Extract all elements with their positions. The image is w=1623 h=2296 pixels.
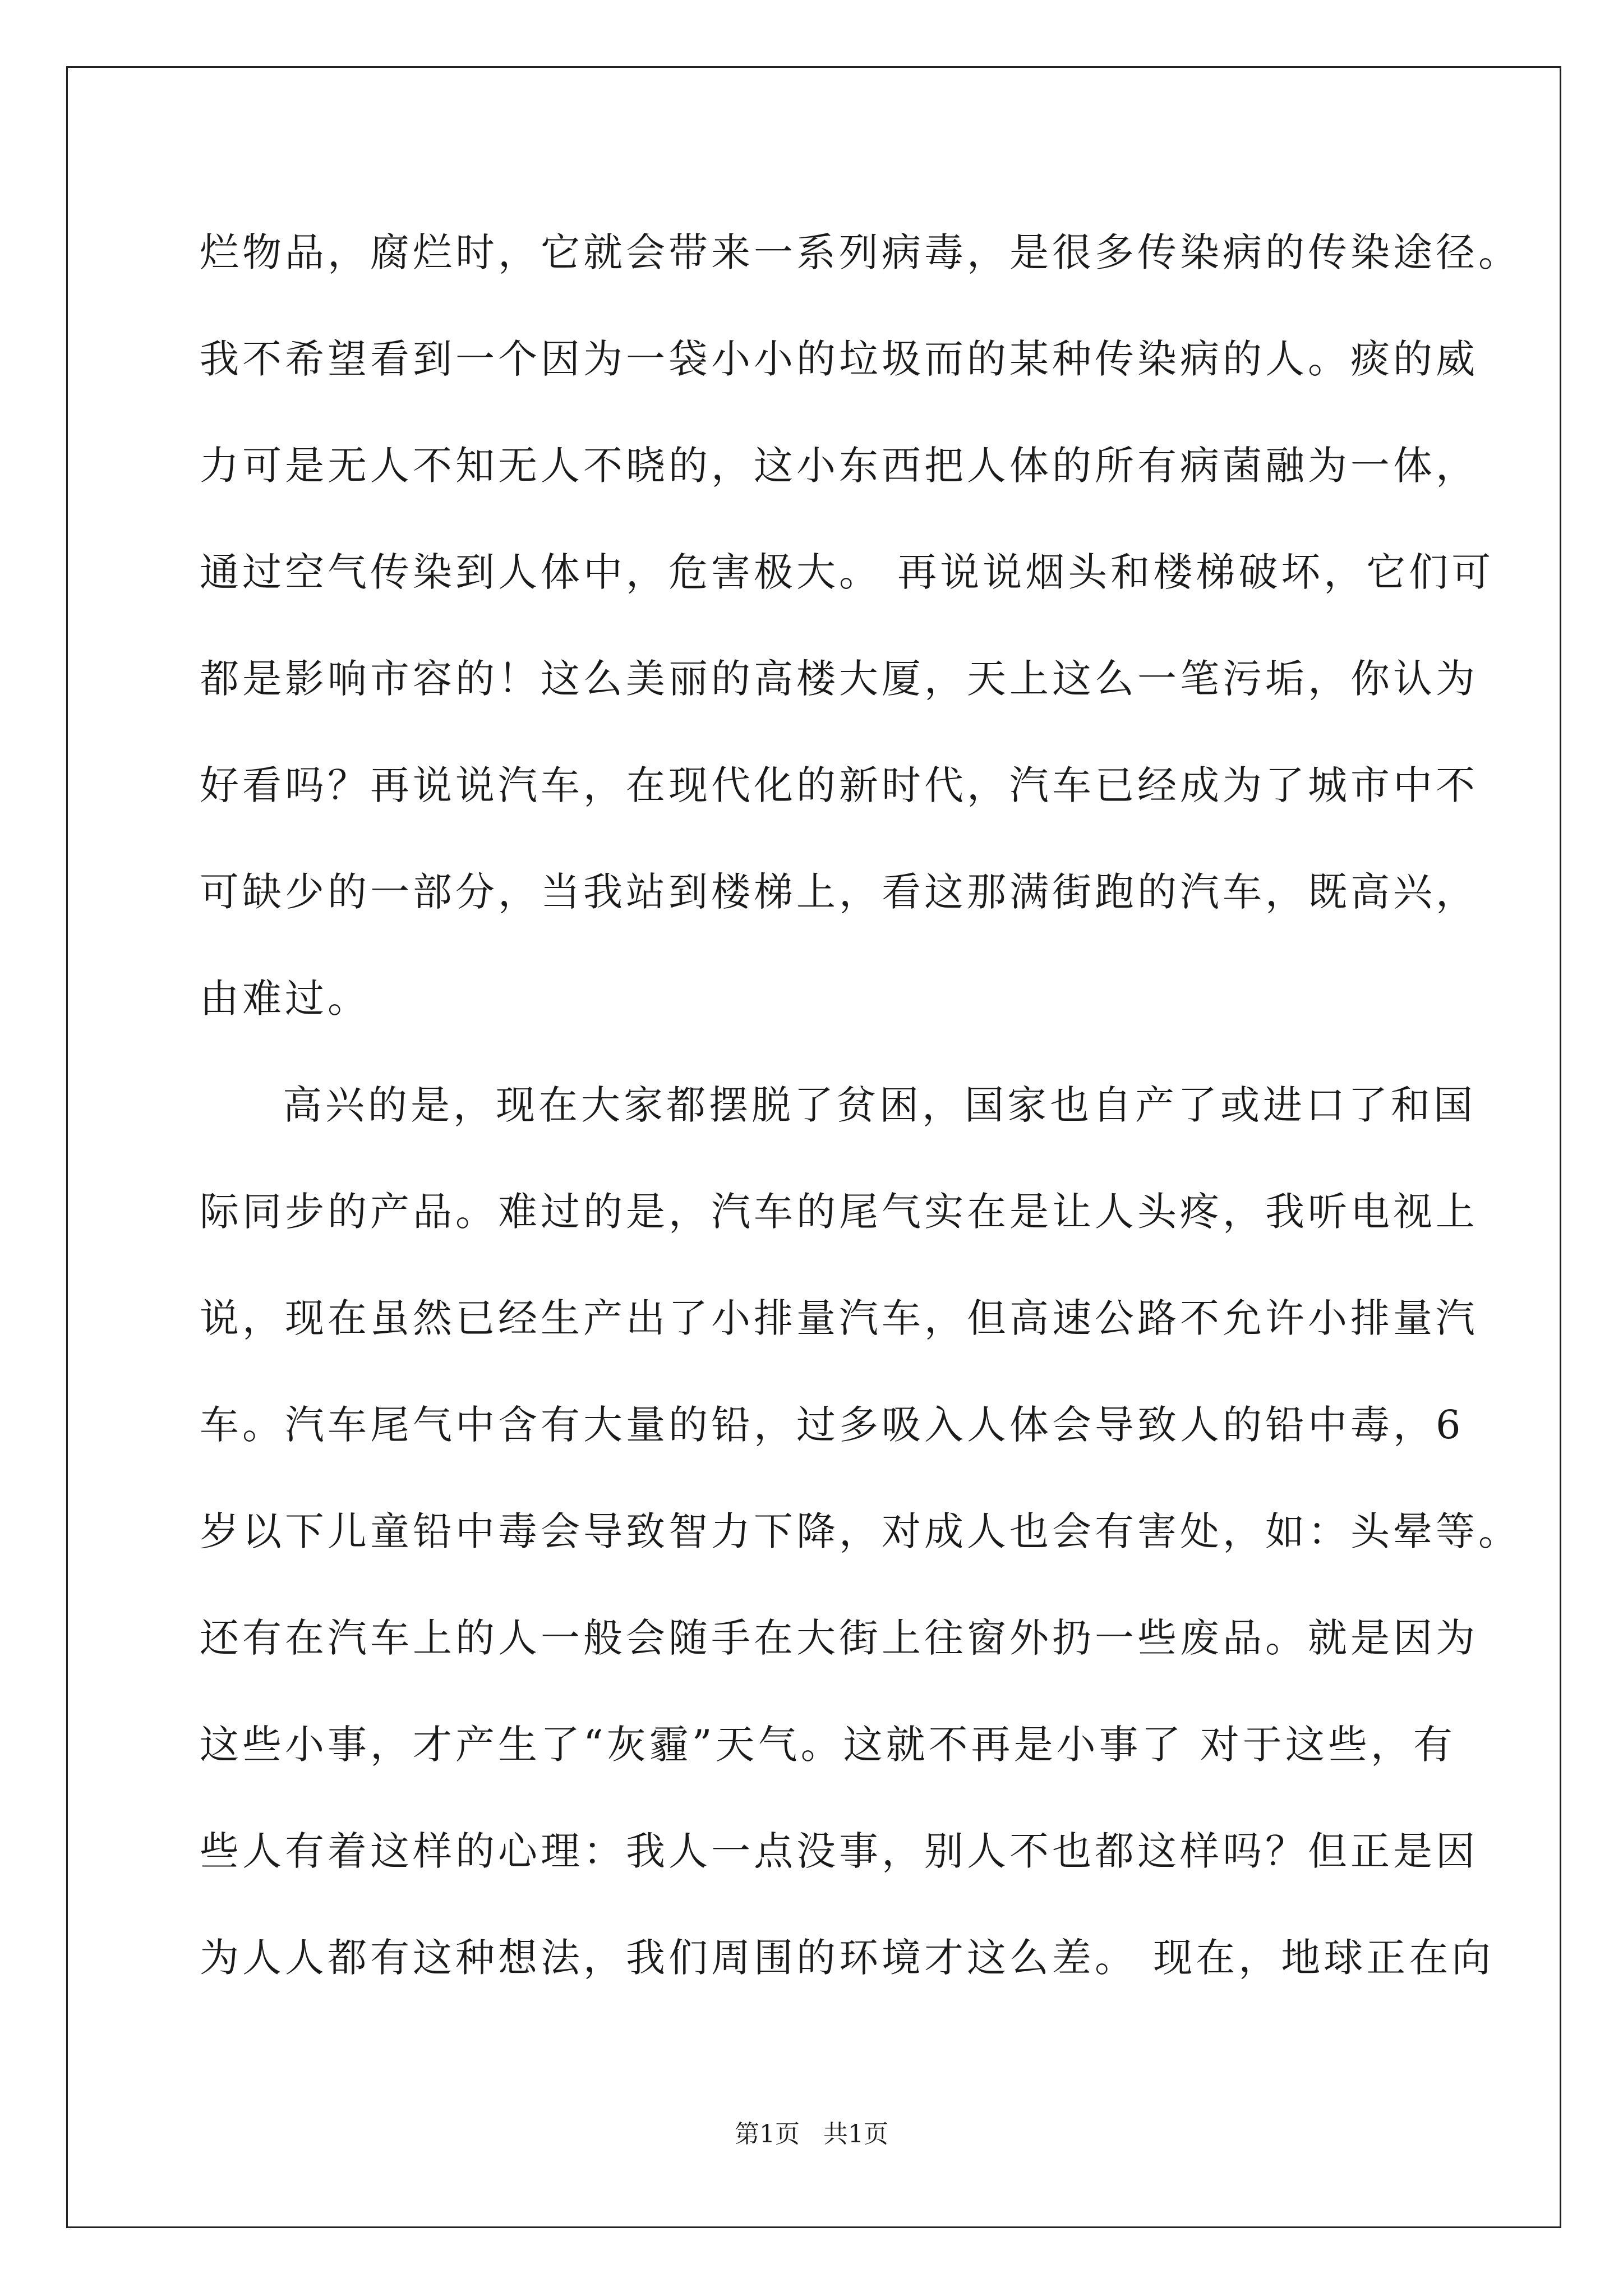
text-line: 由难过。 [200, 976, 370, 1022]
page-number: 第1页 共1页 [735, 2120, 888, 2148]
text-line: 说，现在虽然已经生产出了小排量汽车，但高速公路不允许小排量汽 [200, 1295, 1478, 1341]
text-line: 些人有着这样的心理：我人一点没事，别人不也都这样吗？但正是因 [200, 1828, 1478, 1874]
text-line: 为人人都有这种想法，我们周围的环境才这么差。 现在，地球正在向 [200, 1935, 1495, 1981]
text-line: 岁以下儿童铅中毒会导致智力下降，对成人也会有害处，如：头晕等。 [200, 1508, 1521, 1554]
text-line: 好看吗？再说说汽车，在现代化的新时代，汽车已经成为了城市中不 [200, 762, 1478, 808]
text-line: 际同步的产品。难过的是，汽车的尾气实在是让人头疼，我听电视上 [200, 1189, 1478, 1235]
text-line: 力可是无人不知无人不晓的，这小东西把人体的所有病菌融为一体， [200, 443, 1478, 489]
text-line: 车。汽车尾气中含有大量的铅，过多吸入人体会导致人的铅中毒，6 [200, 1402, 1464, 1448]
text-line: 可缺少的一部分，当我站到楼梯上，看这那满街跑的汽车，既高兴， [200, 869, 1478, 915]
text-line: 烂物品，腐烂时，它就会带来一系列病毒，是很多传染病的传染途径。 [200, 229, 1521, 275]
page-border [66, 66, 1561, 2228]
text-line: 我不希望看到一个因为一袋小小的垃圾而的某种传染病的人。痰的威 [200, 336, 1478, 382]
text-line: 通过空气传染到人体中，危害极大。 再说说烟头和楼梯破坏，它们可 [200, 549, 1495, 595]
text-line: 这些小事，才产生了“灰霾”天气。这就不再是小事了 对于这些，有 [200, 1722, 1456, 1768]
paragraph-first-line: 高兴的是，现在大家都摆脱了贫困，国家也自产了或进口了和国 [283, 1082, 1476, 1128]
text-line: 都是影响市容的！这么美丽的高楼大厦，天上这么一笔污垢，你认为 [200, 656, 1478, 702]
text-line: 还有在汽车上的人一般会随手在大街上往窗外扔一些废品。就是因为 [200, 1615, 1478, 1661]
